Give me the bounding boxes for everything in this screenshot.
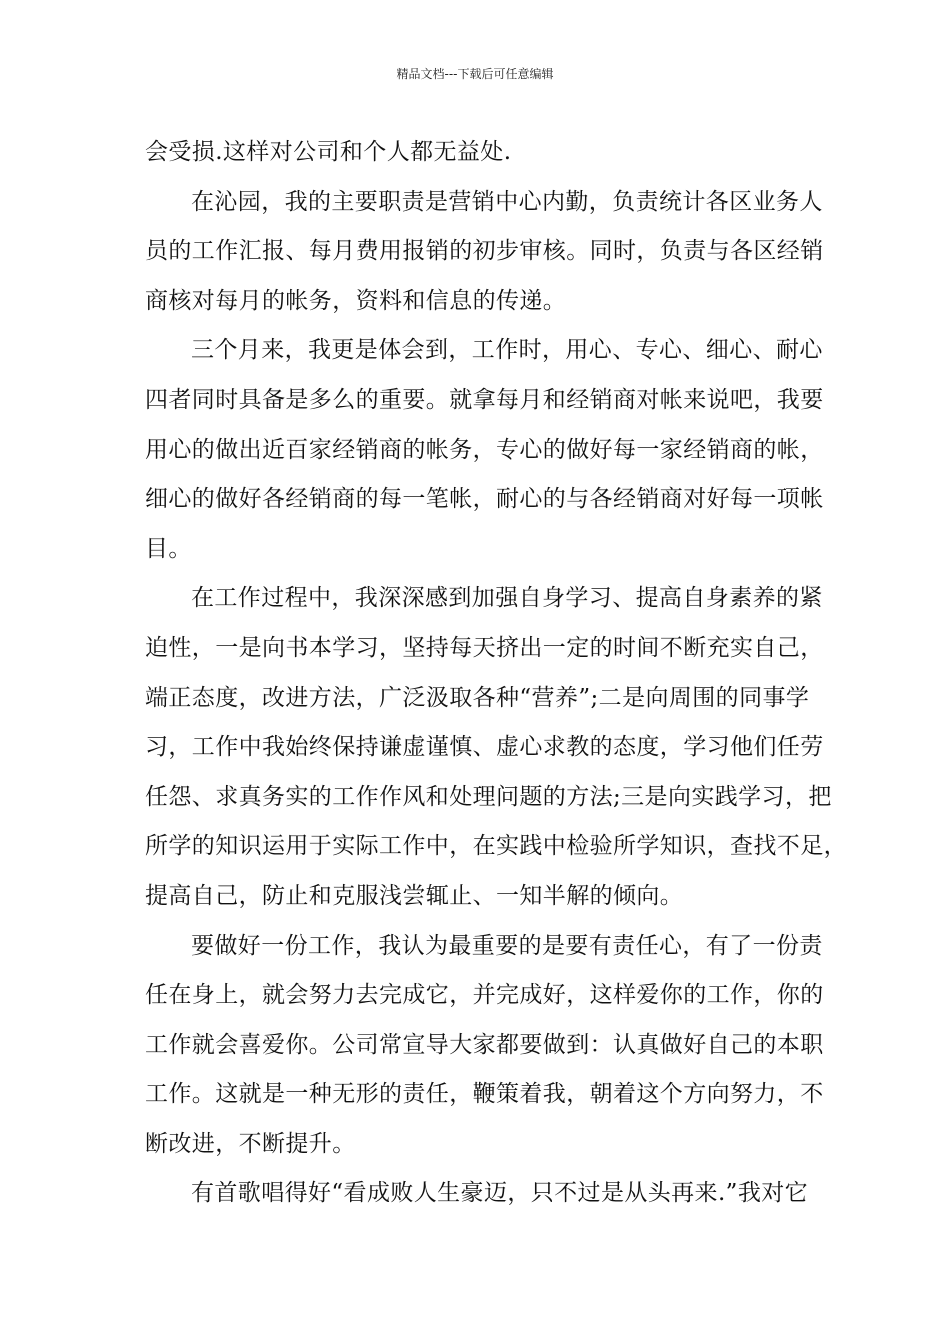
text-line: 在沁园，我的主要职责是营销中心内勤，负责统计各区业务人 — [191, 188, 823, 215]
text-line: 任怨、求真务实的工作作风和处理问题的方法;三是向实践学习，把 — [145, 783, 832, 810]
text-line: 有首歌唱得好“看成败人生豪迈，只不过是从头再来.”我对它 — [191, 1180, 809, 1207]
text-line: 在工作过程中，我深深感到加强自身学习、提高自身素养的紧 — [191, 585, 823, 612]
text-line: 工作。这就是一种无形的责任，鞭策着我，朝着这个方向努力，不 — [145, 1081, 824, 1108]
text-line: 四者同时具备是多么的重要。就拿每月和经销商对帐来说吧，我要 — [145, 386, 824, 413]
text-line: 用心的做出近百家经销商的帐务，专心的做好每一家经销商的帐， — [145, 436, 824, 463]
body-text — [145, 128, 847, 1219]
text-line: 所学的知识运用于实际工作中，在实践中检验所学知识，查找不足， — [145, 833, 847, 860]
text-line: 迫性，一是向书本学习，坚持每天挤出一定的时间不断充实自己， — [145, 634, 824, 661]
text-line: 目。 — [145, 535, 192, 562]
text-line: 员的工作汇报、每月费用报销的初步审核。同时，负责与各区经销 — [145, 238, 824, 265]
text-line: 习，工作中我始终保持谦虚谨慎、虚心求教的态度，学习他们任劳 — [145, 734, 824, 761]
text-line: 任在身上，就会努力去完成它，并完成好，这样爱你的工作，你的 — [145, 982, 824, 1009]
text-line: 工作就会喜爱你。公司常宣导大家都要做到：认真做好自己的本职 — [145, 1031, 824, 1058]
text-line: 断改进，不断提升。 — [145, 1130, 356, 1157]
page-header: 精品文档---下载后可任意编辑 — [396, 67, 554, 81]
text-line: 端正态度，改进方法，广泛汲取各种“营养”;二是向周围的同事学 — [145, 684, 810, 711]
text-line: 商核对每月的帐务，资料和信息的传递。 — [145, 287, 567, 314]
text-line: 提高自己，防止和克服浅尝辄止、一知半解的倾向。 — [145, 882, 684, 909]
text-line: 会受损.这样对公司和个人都无益处. — [145, 139, 512, 165]
text-line: 要做好一份工作，我认为最重要的是要有责任心，有了一份责 — [191, 932, 823, 959]
text-line: 三个月来，我更是体会到，工作时，用心、专心、细心、耐心 — [191, 337, 823, 364]
text-line: 细心的做好各经销商的每一笔帐，耐心的与各经销商对好每一项帐 — [145, 486, 824, 513]
